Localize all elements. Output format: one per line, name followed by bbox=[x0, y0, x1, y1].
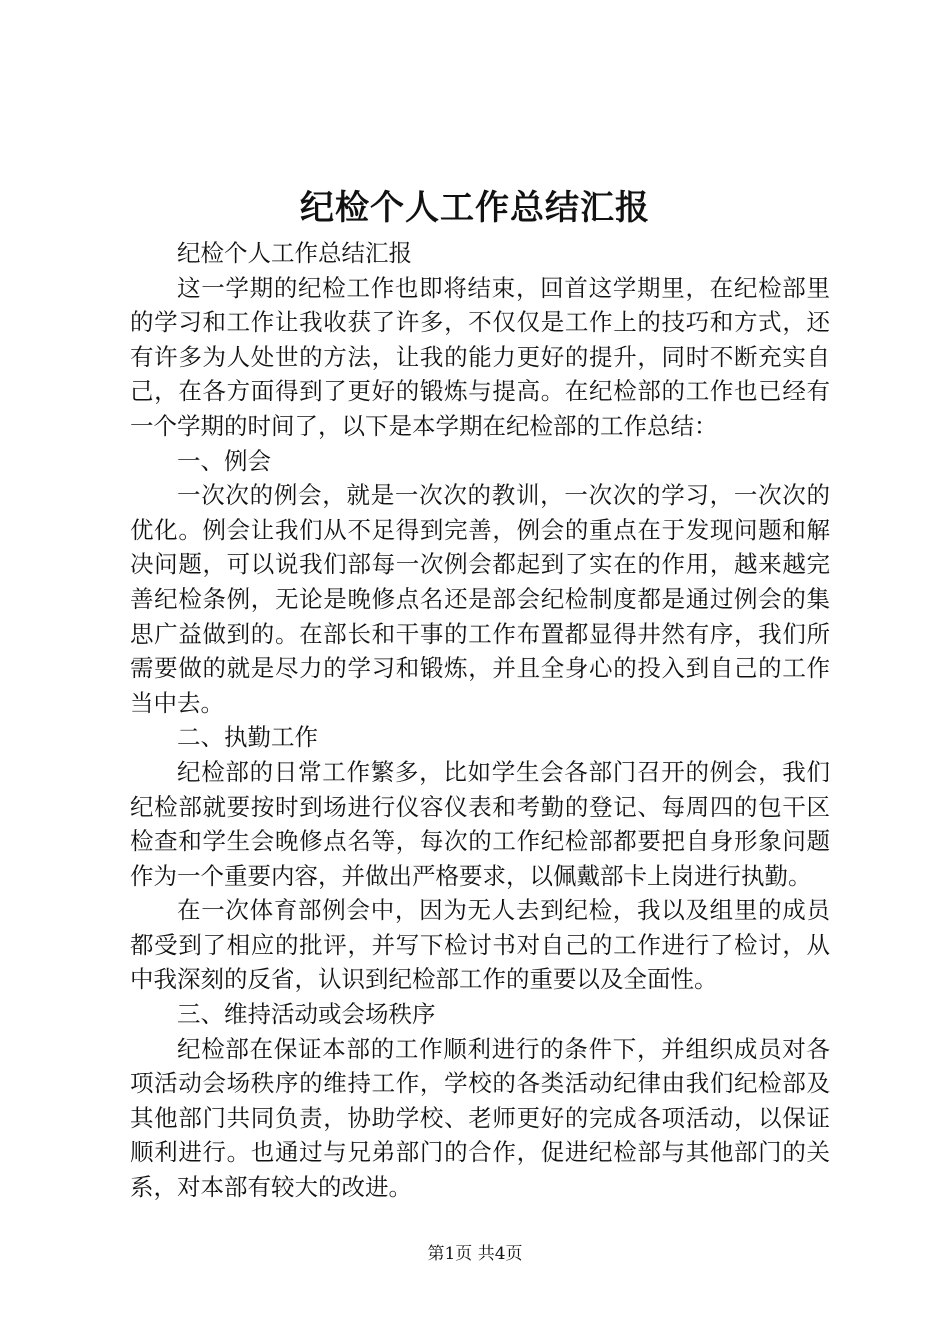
section-heading-1: 一、例会 bbox=[177, 446, 271, 475]
document-title: 纪检个人工作总结汇报 bbox=[300, 188, 650, 228]
paragraph-heading-repeat: 纪检个人工作总结汇报 bbox=[177, 239, 412, 267]
paragraph-intro: 这一学期的纪检工作也即将结束，回首这学期里，在纪检部里的学习和工作让我收获了许多，不仅仅是工作上的技巧和方式，还有许多为人处世的方法，让我的能力更好的提升，同时不断充实自己，在各方面得到了更好的锻炼与提高。在纪检部的工作也已经有一个学期的时间了，以下是本学期在纪检部的工作总结： bbox=[130, 273, 830, 440]
paragraph-section-1: 一次次的例会，就是一次次的教训，一次次的学习，一次次的优化。例会让我们从不足得到完善，例会的重点在于发现问题和解决问题，可以说我们部每一次例会都起到了实在的作用，越来越完善纪检条例，无论是晚修点名还是部会纪检制度都是通过例会的集思广益做到的。在部长和干事的工作布置都显得井然有序，我们所需要做的就是尽力的学习和锻炼，并且全身心的投入到自己的工作当中去。 bbox=[130, 481, 830, 717]
section-heading-3: 三、维持活动或会场秩序 bbox=[177, 1000, 436, 1029]
section-heading-2: 二、执勤工作 bbox=[177, 723, 318, 752]
paragraph-section-2-b: 在一次体育部例会中，因为无人去到纪检，我以及组里的成员都受到了相应的批评，并写下检讨书对自己的工作进行了检讨，从中我深刻的反省，认识到纪检部工作的重要以及全面性。 bbox=[130, 896, 830, 994]
paragraph-section-3: 纪检部在保证本部的工作顺利进行的条件下，并组织成员对各项活动会场秩序的维持工作，学校的各类活动纪律由我们纪检部及其他部门共同负责，协助学校、老师更好的完成各项活动，以保证顺利进行。也通过与兄弟部门的合作，促进纪检部与其他部门的关系，对本部有较大的改进。 bbox=[130, 1034, 830, 1202]
page-footer: 第1页 共4页 bbox=[427, 1244, 523, 1264]
document-body bbox=[130, 236, 830, 1205]
paragraph-section-2: 纪检部的日常工作繁多，比如学生会各部门召开的例会，我们纪检部就要按时到场进行仪容仪表和考勤的登记、每周四的包干区检查和学生会晚修点名等，每次的工作纪检部都要把自身形象问题作为一个重要内容，并做出严格要求，以佩戴部卡上岗进行执勤。 bbox=[130, 757, 830, 890]
